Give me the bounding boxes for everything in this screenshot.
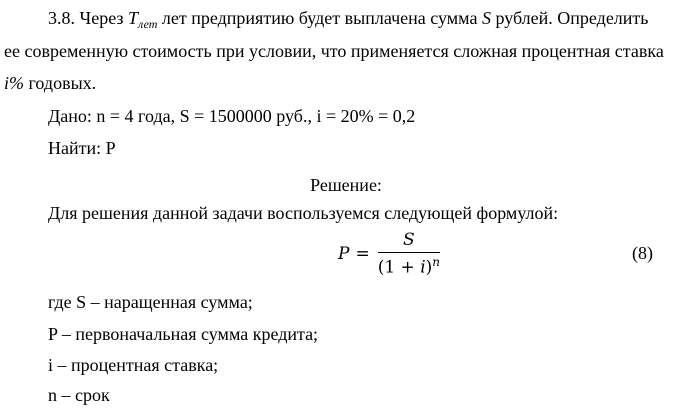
definition-s: где S – наращенная сумма; xyxy=(48,292,253,312)
formula-numerator: S xyxy=(403,229,415,250)
given-line: Дано: n = 4 года, S = 1500000 руб., i = 20% = 0,2 xyxy=(48,106,416,126)
problem-text-1c: рублей. Определить xyxy=(490,8,649,28)
find-line: Найти: P xyxy=(48,138,116,158)
variable-t-subscript: лет xyxy=(138,17,158,31)
formula xyxy=(338,228,440,280)
definition-n: n – срок xyxy=(48,385,110,405)
variable-i-percent: i% xyxy=(4,73,24,93)
definition-p: P – первоначальная сумма кредита; xyxy=(48,324,319,344)
problem-line-3 xyxy=(4,73,96,95)
denominator-open: (1 + xyxy=(377,257,421,278)
solution-intro: Для решения данной задачи воспользуемся следующей формулой: xyxy=(48,203,559,223)
definition-i: i – процентная ставка; xyxy=(48,355,219,375)
problem-text-3: годовых. xyxy=(24,73,97,93)
problem-text-1a: Через xyxy=(79,8,129,28)
denominator-exponent: n xyxy=(432,255,441,270)
problem-text-1b: лет предприятию будет выплачена сумма xyxy=(157,8,482,28)
problem-number: 3.8. xyxy=(48,8,75,28)
problem-line-2: ее современную стоимость при условии, что применяется сложная процентная ставка xyxy=(4,41,664,61)
formula-fraction xyxy=(378,230,440,278)
equation-number: (8) xyxy=(632,243,653,263)
variable-s: S xyxy=(481,8,491,28)
denominator-close: ) xyxy=(425,257,433,278)
solution-heading: Решение: xyxy=(310,175,382,195)
denominator-i: i xyxy=(420,257,426,278)
formula-equals: = xyxy=(355,243,370,264)
formula-denominator xyxy=(378,253,440,278)
variable-t: T xyxy=(128,8,139,28)
formula-lhs: P xyxy=(338,243,350,264)
problem-line-1 xyxy=(48,8,649,30)
